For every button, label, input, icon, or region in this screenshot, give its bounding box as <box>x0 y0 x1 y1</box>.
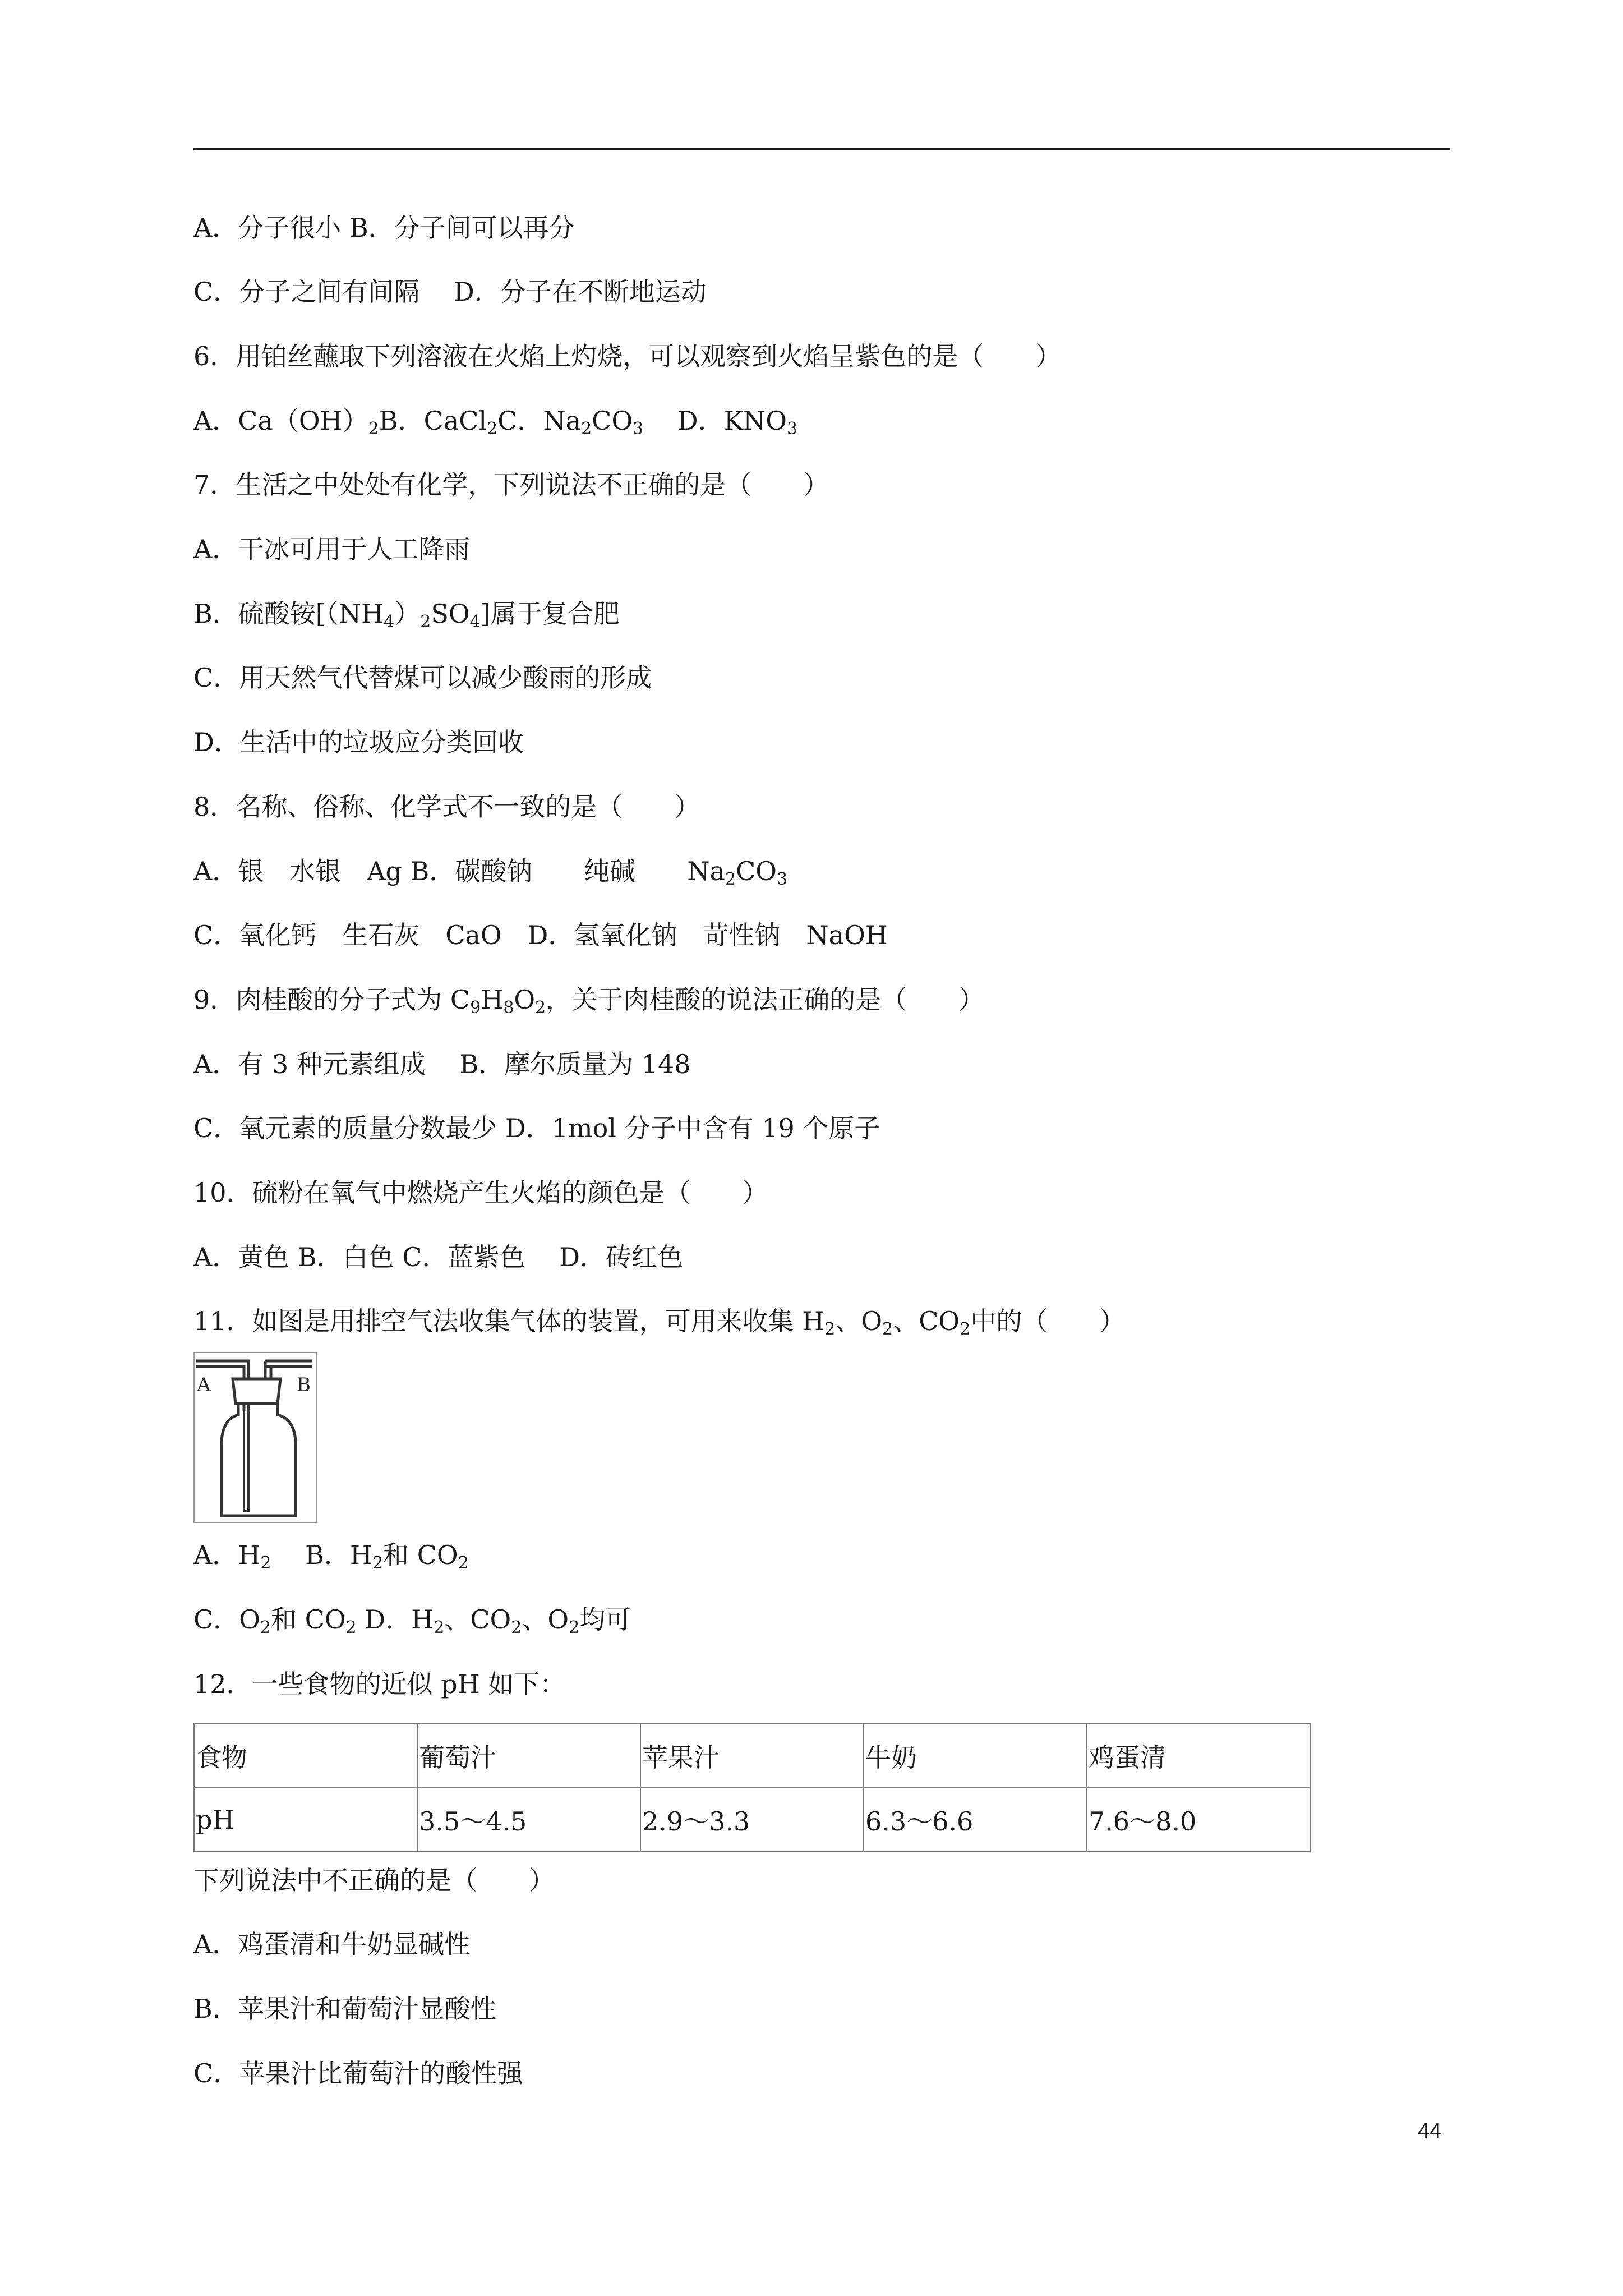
q11-stem <box>193 1304 1125 1338</box>
q11-cd-3: D．H <box>356 1604 434 1635</box>
q12-opt-b: B．苹果汁和葡萄汁显酸性 <box>193 1994 496 2024</box>
q6-opt-d-sub: 3 <box>787 419 798 439</box>
q6-opt-b-sub: 2 <box>487 419 498 439</box>
table-cell: 鸡蛋清 <box>1087 1724 1310 1788</box>
q6-opt-a-sub: 2 <box>368 419 379 439</box>
q6-opt-c-sub2: 3 <box>633 419 644 439</box>
q8-options-cd: C．氧化钙 生石灰 CaO D．氢氧化钠 苛性钠 NaOH <box>193 920 888 950</box>
table-cell: 3.5～4.5 <box>417 1788 640 1852</box>
page-number: 44 <box>1418 2119 1442 2143</box>
q6-options <box>193 404 797 438</box>
q11-ab-2: B．H <box>271 1540 372 1570</box>
q6-opt-c-sub1: 2 <box>581 419 592 439</box>
q11-stem-sub2: 2 <box>882 1319 893 1339</box>
q7-opt-b-mid: ） <box>394 599 421 629</box>
q8-stem: 8．名称、俗称、化学式不一致的是（ ） <box>193 792 700 822</box>
q6-opt-d: D．KNO <box>643 406 787 436</box>
table-row <box>194 1724 1310 1788</box>
q6-opt-b: B．CaCl <box>379 406 487 436</box>
q9-stem-mid2: O <box>514 984 536 1015</box>
q11-cd-5: 、O <box>522 1604 569 1635</box>
q7-opt-b-mid2: SO <box>431 599 470 629</box>
q11-stem-pre: 11．如图是用排空气法收集气体的装置，可用来收集 H <box>193 1306 825 1336</box>
q12-question: 下列说法中不正确的是（ ） <box>193 1865 555 1895</box>
q11-stem-sub1: 2 <box>824 1319 836 1339</box>
q7-opt-a: A．干冰可用于人工降雨 <box>193 534 471 564</box>
q11-stem-sub3: 2 <box>960 1319 971 1339</box>
q6-opt-a: A．Ca（OH） <box>193 406 368 436</box>
q7-opt-b-sub1: 4 <box>384 612 395 632</box>
q6-stem: 6．用铂丝蘸取下列溶液在火焰上灼烧，可以观察到火焰呈紫色的是（ ） <box>193 341 1062 371</box>
q12-opt-c: C．苹果汁比葡萄汁的酸性强 <box>193 2058 523 2088</box>
q9-stem-post: ，关于肉桂酸的说法正确的是（ ） <box>546 984 985 1015</box>
q12-opt-a: A．鸡蛋清和牛奶显碱性 <box>193 1929 471 1959</box>
q8-ab-sub2: 3 <box>777 869 788 889</box>
table-cell: 食物 <box>194 1724 417 1788</box>
table-cell: pH <box>194 1788 417 1852</box>
table-cell: 葡萄汁 <box>417 1724 640 1788</box>
figure-label-b: B <box>297 1374 311 1396</box>
q8-options-ab <box>193 854 787 888</box>
gas-collection-bottle-figure <box>193 1352 317 1523</box>
ph-table <box>193 1723 1311 1852</box>
q12-stem: 12．一些食物的近似 pH 如下： <box>193 1669 566 1699</box>
q7-opt-d: D．生活中的垃圾应分类回收 <box>193 727 524 757</box>
q7-opt-c: C．用天然气代替煤可以减少酸雨的形成 <box>193 662 652 693</box>
q9-stem-sub1: 9 <box>470 998 481 1018</box>
figure-label-a: A <box>197 1374 211 1396</box>
q7-opt-b-pre: B．硫酸铵[（NH <box>193 599 384 629</box>
q11-stem-post: 中的（ ） <box>970 1306 1126 1336</box>
q11-options-ab <box>193 1538 469 1572</box>
q11-cd-sub1: 2 <box>260 1618 271 1637</box>
q11-cd-4: 、CO <box>444 1604 511 1635</box>
q7-opt-b-post: ]属于复合肥 <box>480 599 620 629</box>
q11-cd-sub5: 2 <box>569 1618 580 1637</box>
q9-stem-sub2: 8 <box>503 998 514 1018</box>
q7-opt-b-sub3: 4 <box>469 612 481 632</box>
table-cell: 7.6～8.0 <box>1087 1788 1310 1852</box>
q9-stem-pre: 9．肉桂酸的分子式为 C <box>193 984 471 1015</box>
q11-cd-sub3: 2 <box>434 1618 445 1637</box>
q11-cd-sub4: 2 <box>511 1618 522 1637</box>
q9-stem <box>193 983 984 1016</box>
q7-opt-b-sub2: 2 <box>420 612 431 632</box>
q7-opt-b <box>193 597 620 631</box>
q8-ab-sub1: 2 <box>725 869 736 889</box>
q11-stem-mid1: 、O <box>835 1306 883 1336</box>
q9-options-ab: A．有 3 种元素组成 B．摩尔质量为 148 <box>193 1049 691 1079</box>
q8-ab-mid: CO <box>736 856 777 886</box>
q11-cd-1: C．O <box>193 1604 260 1635</box>
q7-stem: 7．生活之中处处有化学，下列说法不正确的是（ ） <box>193 470 829 500</box>
q8-ab-pre: A．银 水银 Ag B．碳酸钠 纯碱 Na <box>193 856 725 886</box>
q9-stem-mid1: H <box>481 984 504 1015</box>
q11-cd-6: 均可 <box>579 1604 631 1635</box>
q6-opt-c: C．Na <box>497 406 582 436</box>
q11-ab-sub3: 2 <box>458 1553 469 1573</box>
q9-options-cd: C．氧元素的质量分数最少 D．1mol 分子中含有 19 个原子 <box>193 1113 880 1143</box>
q11-ab-1: A．H <box>193 1540 261 1570</box>
q11-ab-sub2: 2 <box>372 1553 384 1573</box>
q5-options-line1: A．分子很小 B．分子间可以再分 <box>193 213 575 243</box>
q10-options: A．黄色 B．白色 C．蓝紫色 D．砖红色 <box>193 1242 683 1272</box>
q11-stem-mid2: 、CO <box>893 1306 960 1336</box>
q9-stem-sub3: 2 <box>535 998 546 1018</box>
table-row <box>194 1788 1310 1852</box>
q11-cd-2: 和 CO <box>271 1604 346 1635</box>
table-cell: 6.3～6.6 <box>864 1788 1087 1852</box>
table-cell: 牛奶 <box>864 1724 1087 1788</box>
q5-options-line2: C．分子之间有间隔 D．分子在不断地运动 <box>193 277 707 307</box>
table-cell: 2.9～3.3 <box>640 1788 864 1852</box>
q11-ab-3: 和 CO <box>383 1540 458 1570</box>
table-cell: 苹果汁 <box>640 1724 864 1788</box>
q11-options-cd <box>193 1603 631 1636</box>
q10-stem: 10．硫粉在氧气中燃烧产生火焰的颜色是（ ） <box>193 1177 768 1208</box>
q11-ab-sub1: 2 <box>260 1553 271 1573</box>
header-rule <box>193 148 1450 150</box>
q11-cd-sub2: 2 <box>345 1618 357 1637</box>
q6-opt-c-mid: CO <box>592 406 633 436</box>
